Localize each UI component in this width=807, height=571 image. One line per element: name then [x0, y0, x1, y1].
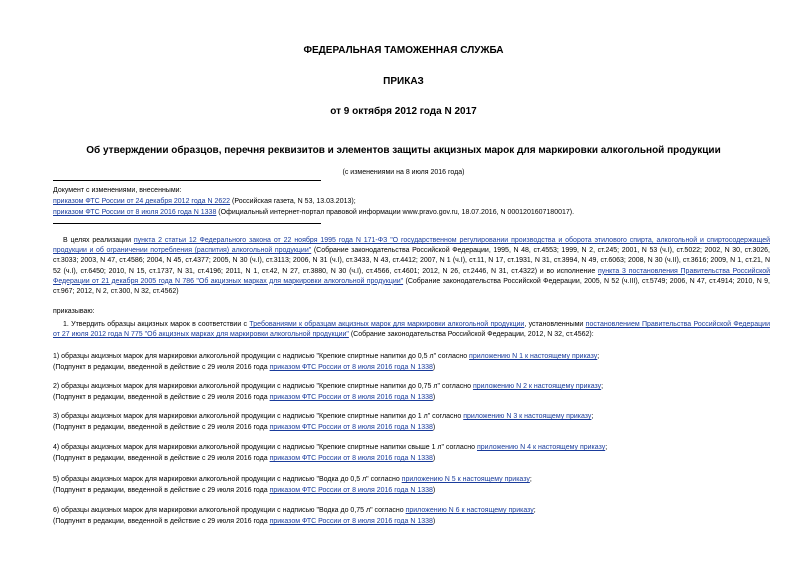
subitem-note: (Подпункт в редакции, введенной в действие с 29 июля 2016 года приказом ФТС России от 8 июля 2016 года N 1338): [53, 455, 436, 462]
amending-order-link[interactable]: приказом ФТС России от 8 июля 2016 года N 1338: [269, 364, 433, 371]
amending-order-link[interactable]: приказом ФТС России от 8 июля 2016 года N 1338: [269, 424, 433, 431]
amending-order-link[interactable]: приказом ФТС России от 8 июля 2016 года N 1338: [269, 394, 433, 401]
amendments-intro: Документ с изменениями, внесенными:: [53, 187, 182, 194]
federal-law-link[interactable]: пункта 2 статьи 12 Федерального закона от 22 ноября 1995 года N 171-ФЗ "О государственном регулировании производства и оборота этилового спирта, алкогольной и спиртосодержащей продукции и об ограничении потребления (распития) алкогольной продукции": [53, 237, 770, 255]
amendment-item: приказом ФТС России от 24 декабря 2012 года N 2622 (Российская газета, N 53, 13.03.2013);: [53, 198, 356, 205]
subitem-note: (Подпункт в редакции, введенной в действие с 29 июля 2016 года приказом ФТС России от 8 июля 2016 года N 1338): [53, 424, 436, 431]
amendment-link[interactable]: приказом ФТС России от 8 июля 2016 года N 1338: [53, 209, 217, 216]
subitem-text: 2) образцы акцизных марок для маркировки алкогольной продукции с надписью "Крепкие спиртные напитки до 0,75 л" согласно приложению N 2 к настоящему приказу;: [53, 383, 604, 390]
appendix-link[interactable]: приложению N 3 к настоящему приказу: [463, 413, 592, 420]
order-word: приказываю:: [53, 308, 95, 315]
subitem-note: (Подпункт в редакции, введенной в действие с 29 июля 2016 года приказом ФТС России от 8 июля 2016 года N 1338): [53, 364, 436, 371]
divider-top: [53, 180, 321, 181]
subitem-text: 5) образцы акцизных марок для маркировки алкогольной продукции с надписью "Водка до 0,5 л" согласно приложению N 5 к настоящему приказу;: [53, 476, 532, 483]
subitem-text: 1) образцы акцизных марок для маркировки алкогольной продукции с надписью "Крепкие спиртные напитки до 0,5 л" согласно приложению N 1 к настоящему приказу;: [53, 353, 600, 360]
revision-note: (с изменениями на 8 июля 2016 года): [342, 169, 465, 176]
point-1-paragraph: 1. Утвердить образцы акцизных марок в соответствии с Требованиями к образцам акцизных марок для маркировки алкогольной продукции, установленными постановлением Правительства Российской Федерации от 27 июля 2012 года N 775 "Об акцизных марках для маркировки алкогольной продукции" (Собрание законодательства Российской Федерации, 2012, N 32, ст.4562):: [53, 321, 770, 339]
subitem-text: 4) образцы акцизных марок для маркировки алкогольной продукции с надписью "Крепкие спиртные напитки свыше 1 л" согласно приложению N 4 к настоящему приказу;: [53, 444, 608, 451]
appendix-link[interactable]: приложению N 2 к настоящему приказу: [472, 383, 602, 390]
appendix-link[interactable]: приложению N 6 к настоящему приказу: [405, 507, 534, 514]
document-date-number: от 9 октября 2012 года N 2017: [330, 106, 477, 117]
document-title: Об утверждении образцов, перечня реквизитов и элементов защиты акцизных марок для маркировки алкогольной продукции: [86, 145, 721, 156]
subitem-text: 3) образцы акцизных марок для маркировки алкогольной продукции с надписью "Крепкие спиртные напитки до 1 л" согласно приложению N 3 к настоящему приказу;: [53, 413, 594, 420]
decree-775-link[interactable]: постановлением Правительства Российской Федерации от 27 июля 2012 года N 775 "Об акцизных марках для маркировки алкогольной продукции": [53, 321, 770, 339]
government-decree-link[interactable]: пункта 3 постановления Правительства Российской Федерации от 21 декабря 2005 года N 786 "Об акцизных марках для маркировки алкогольной продукции": [53, 267, 771, 285]
subitem-note: (Подпункт в редакции, введенной в действие с 29 июля 2016 года приказом ФТС России от 8 июля 2016 года N 1338): [53, 394, 436, 401]
subitem-note: (Подпункт в редакции, введенной в действие с 29 июля 2016 года приказом ФТС России от 8 июля 2016 года N 1338): [53, 487, 436, 494]
document-type: ПРИКАЗ: [383, 76, 424, 87]
amending-order-link[interactable]: приказом ФТС России от 8 июля 2016 года N 1338: [269, 487, 433, 494]
divider-bottom: [53, 223, 321, 224]
appendix-link[interactable]: приложению N 4 к настоящему приказу: [477, 444, 606, 451]
amendment-item: приказом ФТС России от 8 июля 2016 года N 1338 (Официальный интернет-портал правовой информации www.pravo.gov.ru, 18.07.2016, N 0001201607180017).: [53, 209, 575, 216]
agency-heading: ФЕДЕРАЛЬНАЯ ТАМОЖЕННАЯ СЛУЖБА: [303, 45, 504, 56]
subitem-note: (Подпункт в редакции, введенной в действие с 29 июля 2016 года приказом ФТС России от 8 июля 2016 года N 1338): [53, 518, 436, 525]
appendix-link[interactable]: приложению N 1 к настоящему приказу: [469, 353, 598, 360]
preamble-paragraph: В целях реализации пункта 2 статьи 12 Федерального закона от 22 ноября 1995 года N 171-ФЗ "О государственном регулировании производства и оборота этилового спирта, алкогольной и спиртосодержащей продукции и об ограничении потребления (распития) алкогольной продукции" (Собрание законодательства Российской Федерации, 1995, N 48, ст.4553; 1999, N 2, ст.245; 2001, N 53 (ч.I), ст.5022; 2002, N 30, ст.3026, ст.3033; 2003, N 47, ст.4586; 2004, N 45, ст.4377; 2005, N 30 (ч.I), ст.3113; 2006, N 31 (ч.I), ст.3433, N 43, ст.4412; 2007, N 1 (ч.I), ст.11, N 17, ст.1931, N 31, ст.3994, N 49, ст.6063; 2008, N 30 (ч.II), ст.3616; 2009, N 1, ст.21, N 52 (ч.I), ст.6450; 2010, N 15, ст.1737, N 31, ст.4196; 2011, N 1, ст.42, N 27, ст.3880, N 30 (ч.I), ст.4566, ст.4601; 2012, N 26, ст.2446, N 31, ст.4322) и во исполнение пункта 3 постановления Правительства Российской Федерации от 21 декабря 2005 года N 786 "Об акцизных марках для маркировки алкогольной продукции" (Собрание законодательства Российской Федерации, 2005, N 52 (ч.III), ст.5749; 2006, N 47, ст.4914; 2010, N 9, ст.967; 2012, N 2, ст.300, N 32, ст.4562): [53, 237, 771, 296]
amending-order-link[interactable]: приказом ФТС России от 8 июля 2016 года N 1338: [269, 518, 433, 525]
amending-order-link[interactable]: приказом ФТС России от 8 июля 2016 года N 1338: [269, 455, 433, 462]
subitem-text: 6) образцы акцизных марок для маркировки алкогольной продукции с надписью "Водка до 0,75 л" согласно приложению N 6 к настоящему приказу;: [53, 507, 536, 514]
requirements-link[interactable]: Требованиями к образцам акцизных марок для маркировки алкогольной продукции: [249, 321, 525, 328]
amendment-link[interactable]: приказом ФТС России от 24 декабря 2012 года N 2622: [53, 198, 231, 205]
appendix-link[interactable]: приложению N 5 к настоящему приказу: [401, 476, 530, 483]
